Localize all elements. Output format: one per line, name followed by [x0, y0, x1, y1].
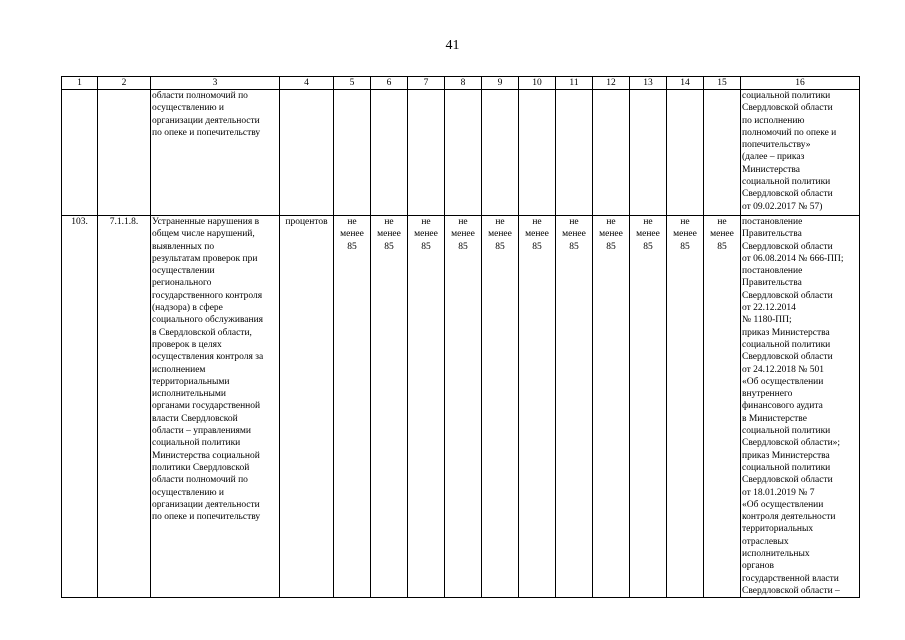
indicator-name-cell: Устраненные нарушения в общем числе нарушений, выявленных по результатам проверок при осуществлении регионального государственного контроля (надзора) в сфере социального обслуживания в Свердловской области, проверок в целях осуществления контроля за исполнением территориальными исполнительными органами государственной власти Свердловской области – управлениями социальной политики Министерства социальной политики Свердловской области полномочий по осуществлению и организации деятельности по опеке и попечительству	[151, 216, 280, 598]
row-number-cell	[62, 90, 98, 216]
value-cell	[371, 90, 408, 216]
header-cell: 11	[556, 77, 593, 90]
value-cell	[445, 90, 482, 216]
value-cell	[630, 90, 667, 216]
value-cell: не менее 85	[593, 216, 630, 598]
table-row	[62, 90, 860, 216]
value-cell: не менее 85	[556, 216, 593, 598]
value-cell	[482, 90, 519, 216]
header-cell: 6	[371, 77, 408, 90]
header-cell: 3	[151, 77, 280, 90]
table-row	[62, 216, 860, 598]
value-cell: не менее 85	[408, 216, 445, 598]
row-number-cell: 103.	[62, 216, 98, 598]
header-cell: 13	[630, 77, 667, 90]
value-cell	[556, 90, 593, 216]
header-cell: 7	[408, 77, 445, 90]
value-cell	[593, 90, 630, 216]
header-cell: 4	[280, 77, 334, 90]
indicator-code-cell: 7.1.1.8.	[98, 216, 151, 598]
value-cell	[519, 90, 556, 216]
legal-basis-cell: социальной политики Свердловской области по исполнению полномочий по опеке и попечительству» (далее – приказ Министерства социальной политики Свердловской области от 09.02.2017 № 57)	[741, 90, 860, 216]
value-cell	[667, 90, 704, 216]
header-cell: 5	[334, 77, 371, 90]
header-row	[62, 77, 860, 90]
value-cell: не менее 85	[704, 216, 741, 598]
indicator-code-cell	[98, 90, 151, 216]
value-cell: не менее 85	[334, 216, 371, 598]
indicator-name-cell: области полномочий по осуществлению и организации деятельности по опеке и попечительству	[151, 90, 280, 216]
unit-cell	[280, 90, 334, 216]
value-cell: не менее 85	[482, 216, 519, 598]
value-cell: не менее 85	[667, 216, 704, 598]
header-cell: 8	[445, 77, 482, 90]
value-cell: не менее 85	[371, 216, 408, 598]
value-cell: не менее 85	[519, 216, 556, 598]
header-cell: 2	[98, 77, 151, 90]
value-cell	[408, 90, 445, 216]
header-cell: 1	[62, 77, 98, 90]
value-cell: не менее 85	[445, 216, 482, 598]
header-cell: 16	[741, 77, 860, 90]
value-cell	[334, 90, 371, 216]
header-cell: 10	[519, 77, 556, 90]
indicators-table	[61, 76, 860, 598]
header-cell: 15	[704, 77, 741, 90]
header-cell: 14	[667, 77, 704, 90]
header-cell: 12	[593, 77, 630, 90]
value-cell	[704, 90, 741, 216]
legal-basis-cell: постановление Правительства Свердловской области от 06.08.2014 № 666-ПП; постановление Правительства Свердловской области от 22.12.2014 № 1180-ПП; приказ Министерства социальной политики Свердловской области от 24.12.2018 № 501 «Об осуществлении внутреннего финансового аудита в Министерстве социальной политики Свердловской области»; приказ Министерства социальной политики Свердловской области от 18.01.2019 № 7 «Об осуществлении контроля деятельности территориальных отраслевых исполнительных органов государственной власти Свердловской области –	[741, 216, 860, 598]
header-cell: 9	[482, 77, 519, 90]
page-number: 41	[445, 38, 460, 53]
value-cell: не менее 85	[630, 216, 667, 598]
unit-cell: процентов	[280, 216, 334, 598]
